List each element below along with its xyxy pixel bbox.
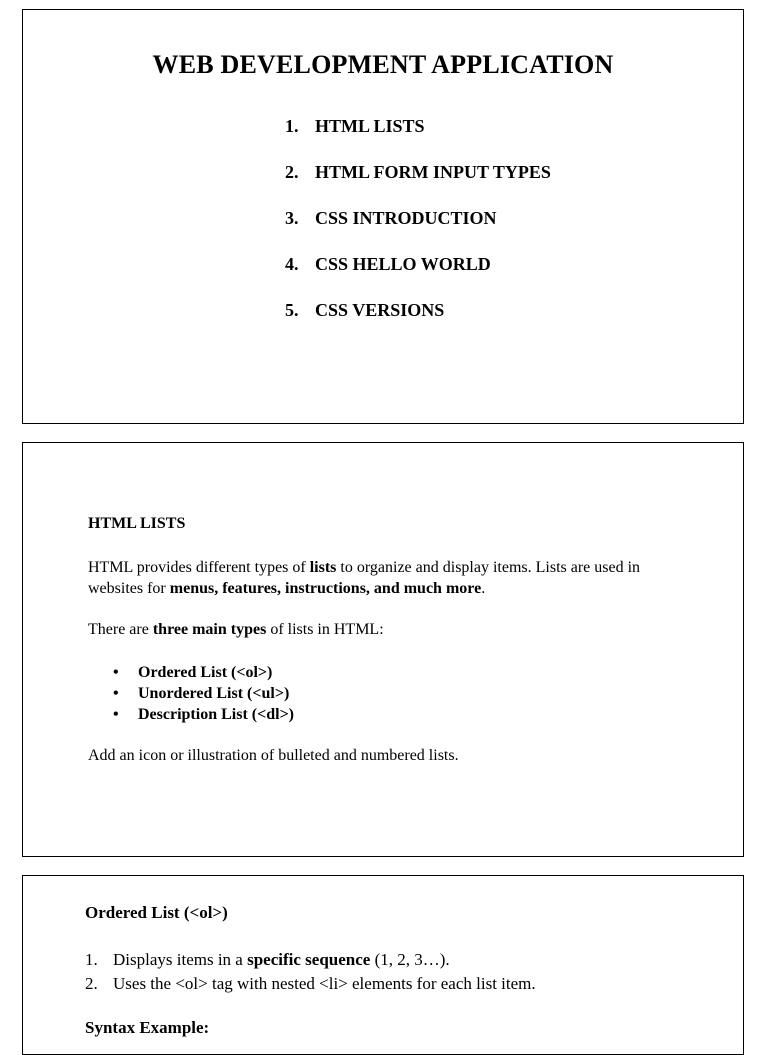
bullet-icon: • xyxy=(113,706,119,723)
types-paragraph xyxy=(88,621,384,639)
item-number: 2. xyxy=(85,974,98,993)
text-run-bold: lists xyxy=(309,559,337,576)
item-label: HTML FORM INPUT TYPES xyxy=(315,162,551,182)
list-item xyxy=(113,704,294,725)
item-number: 3. xyxy=(285,208,299,228)
text-run-bold: menus, features, instructions, and much more xyxy=(169,580,482,597)
list-item xyxy=(285,254,551,300)
section-heading: HTML LISTS xyxy=(88,515,186,532)
text-run-bold: specific sequence xyxy=(247,950,371,969)
text-run: (1, 2, 3…). xyxy=(370,950,450,969)
syntax-heading: Syntax Example: xyxy=(85,1018,210,1037)
list-item xyxy=(113,683,294,704)
list-item xyxy=(285,162,551,208)
text-run-bold: three main types xyxy=(152,621,267,638)
item-label: CSS HELLO WORLD xyxy=(315,254,491,274)
text-run: There are xyxy=(88,621,153,638)
item-number: 4. xyxy=(285,254,299,274)
topics-list xyxy=(285,116,551,346)
slide-html-lists xyxy=(22,442,744,857)
item-label: CSS VERSIONS xyxy=(315,300,445,320)
list-types-bullets xyxy=(113,662,294,725)
text-run: Uses the <ol> tag with nested <li> elements for each list item. xyxy=(113,974,536,993)
text-run: to organize and display items. Lists are used in websites for xyxy=(88,559,641,597)
item-text xyxy=(113,948,450,972)
item-label: CSS INTRODUCTION xyxy=(315,208,497,228)
list-item xyxy=(285,300,551,346)
list-item xyxy=(113,662,294,683)
item-number: 5. xyxy=(285,300,299,320)
item-label: HTML LISTS xyxy=(315,116,425,136)
list-item xyxy=(85,972,536,996)
list-item xyxy=(85,948,536,972)
text-run: Displays items in a xyxy=(113,950,248,969)
bullet-label: Description List (<dl>) xyxy=(138,706,295,723)
item-number: 2. xyxy=(285,162,299,182)
bullet-icon: • xyxy=(113,664,119,681)
item-text xyxy=(113,972,536,996)
slide-ordered-list xyxy=(22,875,744,1055)
list-item xyxy=(285,116,551,162)
bullet-label: Ordered List (<ol>) xyxy=(138,664,273,681)
bullet-label: Unordered List (<ul>) xyxy=(138,685,290,702)
item-number: 1. xyxy=(285,116,299,136)
intro-paragraph xyxy=(88,557,678,599)
page-title: WEB DEVELOPMENT APPLICATION xyxy=(152,50,614,79)
text-run: of lists in HTML: xyxy=(266,621,384,638)
bullet-icon: • xyxy=(113,685,119,702)
item-number: 1. xyxy=(85,950,98,969)
text-run: HTML provides different types of xyxy=(88,559,310,576)
text-run: . xyxy=(481,580,486,597)
ordered-list-points xyxy=(85,948,536,996)
note-paragraph: Add an icon or illustration of bulleted and numbered lists. xyxy=(88,747,459,764)
section-heading: Ordered List (<ol>) xyxy=(85,903,228,922)
list-item xyxy=(285,208,551,254)
slide-title xyxy=(22,9,744,424)
